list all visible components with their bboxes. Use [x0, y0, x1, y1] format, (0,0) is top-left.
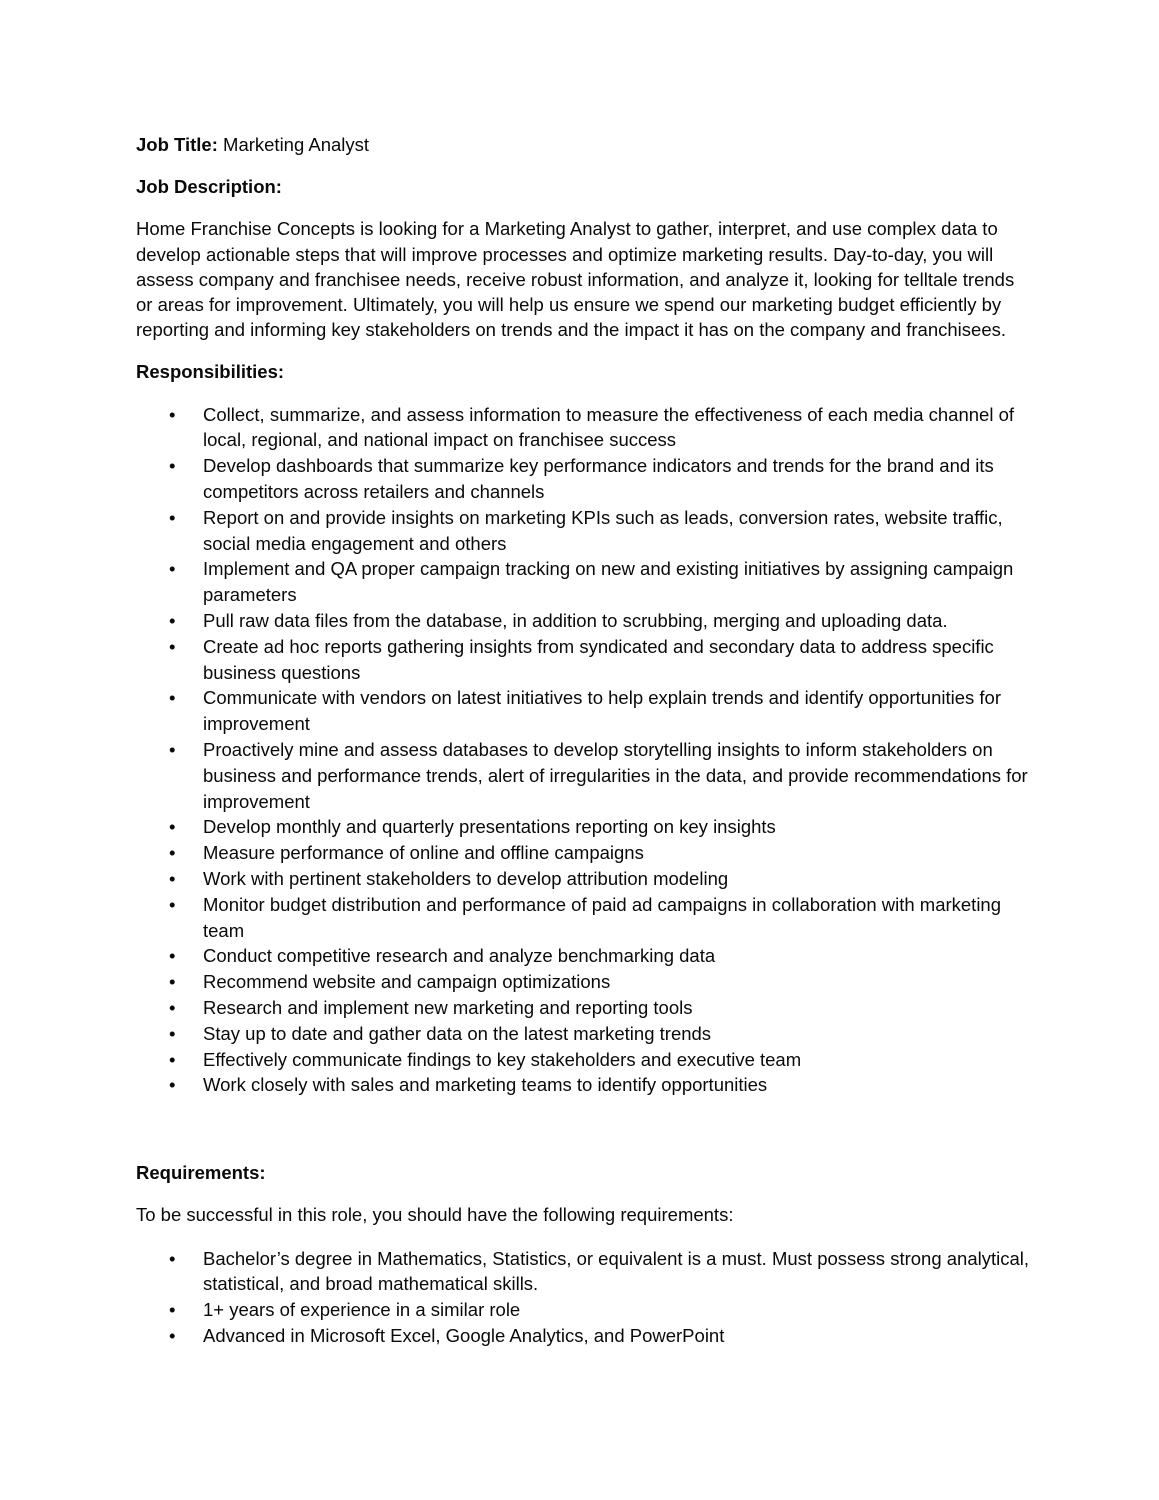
list-item — [136, 1323, 1034, 1349]
list-item-text: Collect, summarize, and assess information to measure the effectiveness of each media channel of local, regional, and national impact on franchisee success — [203, 403, 1014, 451]
list-item-text: Effectively communicate findings to key stakeholders and executive team — [203, 1048, 802, 1070]
list-item — [136, 1047, 1034, 1073]
list-item — [136, 402, 1034, 454]
bullet-icon: • — [169, 971, 176, 993]
bullet-icon: • — [169, 996, 176, 1018]
list-item — [136, 737, 1034, 814]
job-title-value: Marketing Analyst — [217, 134, 370, 155]
list-item — [136, 892, 1034, 944]
list-item-text: Conduct competitive research and analyze benchmarking data — [203, 945, 716, 967]
list-item — [136, 814, 1034, 840]
bullet-icon: • — [169, 610, 176, 631]
document-body — [136, 132, 1034, 1349]
job-description-heading: Job Description: — [136, 176, 282, 198]
bullet-icon: • — [169, 1022, 176, 1044]
bullet-icon: • — [169, 1074, 176, 1096]
bullet-icon: • — [169, 893, 176, 915]
responsibilities-list — [136, 402, 1034, 1099]
list-item — [136, 1072, 1034, 1098]
bullet-icon: • — [169, 738, 176, 760]
bullet-icon: • — [169, 1247, 176, 1269]
list-item — [136, 943, 1034, 969]
list-item — [136, 608, 1034, 634]
bullet-icon: • — [169, 1324, 176, 1346]
responsibilities-heading: Responsibilities: — [136, 361, 285, 383]
list-item-text: Create ad hoc reports gathering insights from syndicated and secondary data to address specific business questions — [203, 635, 994, 683]
list-item-text: Recommend website and campaign optimizations — [203, 971, 611, 993]
list-item-text: Bachelor’s degree in Mathematics, Statistics, or equivalent is a must. Must possess strong analytical, statistical, and broad mathematical skills. — [203, 1247, 1030, 1295]
list-item-text: 1+ years of experience in a similar role — [203, 1299, 521, 1321]
bullet-icon: • — [169, 1299, 176, 1321]
list-item-text: Communicate with vendors on latest initiatives to help explain trends and identify opportunities for improvement — [203, 687, 1001, 735]
list-item-text: Measure performance of online and offline campaigns — [203, 842, 644, 864]
bullet-icon: • — [169, 635, 176, 657]
list-item-text: Stay up to date and gather data on the latest marketing trends — [203, 1022, 712, 1044]
list-item — [136, 685, 1034, 737]
list-item-text: Work closely with sales and marketing teams to identify opportunities — [203, 1074, 768, 1096]
list-item-text: Develop dashboards that summarize key performance indicators and trends for the brand and its competitors across retailers and channels — [203, 455, 994, 503]
requirements-heading: Requirements: — [136, 1162, 266, 1184]
list-item — [136, 634, 1034, 686]
requirements-list — [136, 1246, 1034, 1349]
list-item-text: Advanced in Microsoft Excel, Google Analytics, and PowerPoint — [203, 1324, 725, 1346]
list-item-text: Develop monthly and quarterly presentations reporting on key insights — [203, 816, 776, 838]
list-item — [136, 453, 1034, 505]
list-item — [136, 505, 1034, 557]
list-item-text: Implement and QA proper campaign tracking on new and existing initiatives by assigning campaign parameters — [203, 558, 1014, 606]
list-item-text: Proactively mine and assess databases to develop storytelling insights to inform stakeholders on business and performance trends, alert of irregularities in the data, and provide recommendations for improvement — [203, 738, 1028, 812]
list-item-text: Research and implement new marketing and reporting tools — [203, 996, 693, 1018]
section-spacer — [136, 1098, 1034, 1160]
list-item-text: Monitor budget distribution and performance of paid ad campaigns in collaboration with marketing team — [203, 893, 1002, 941]
bullet-icon: • — [169, 403, 176, 425]
bullet-icon: • — [169, 558, 176, 580]
bullet-icon: • — [169, 1048, 176, 1070]
list-item — [136, 1297, 1034, 1323]
requirements-intro: To be successful in this role, you should have the following requirements: — [136, 1204, 734, 1226]
bullet-icon: • — [169, 455, 176, 477]
list-item-text: Work with pertinent stakeholders to develop attribution modeling — [203, 867, 729, 889]
bullet-icon: • — [169, 842, 176, 864]
bullet-icon: • — [169, 945, 176, 967]
bullet-icon: • — [169, 506, 176, 528]
bullet-icon: • — [169, 867, 176, 889]
list-item — [136, 556, 1034, 608]
bullet-icon: • — [169, 687, 176, 709]
job-title-label: Job Title: — [136, 134, 218, 155]
list-item — [136, 840, 1034, 866]
list-item — [136, 995, 1034, 1021]
list-item — [136, 1246, 1034, 1298]
list-item — [136, 1021, 1034, 1047]
job-title-line — [136, 132, 1034, 157]
job-description-paragraph: Home Franchise Concepts is looking for a Marketing Analyst to gather, interpret, and use complex data to develop actionable steps that will improve processes and optimize marketing results. Day-to-day, you will assess company and franchisee needs, receive robust information, and analyze it, looking for telltale trends or areas for improvement. Ultimately, you will help us ensure we spend our marketing budget efficiently by reporting and informing key stakeholders on trends and the impact it has on the company and franchisees. — [136, 218, 1015, 341]
list-item — [136, 969, 1034, 995]
bullet-icon: • — [169, 816, 176, 838]
list-item-text: Pull raw data files from the database, in addition to scrubbing, merging and uploading data. — [203, 610, 948, 631]
list-item — [136, 866, 1034, 892]
list-item-text: Report on and provide insights on marketing KPIs such as leads, conversion rates, website traffic, social media engagement and others — [203, 506, 1003, 554]
